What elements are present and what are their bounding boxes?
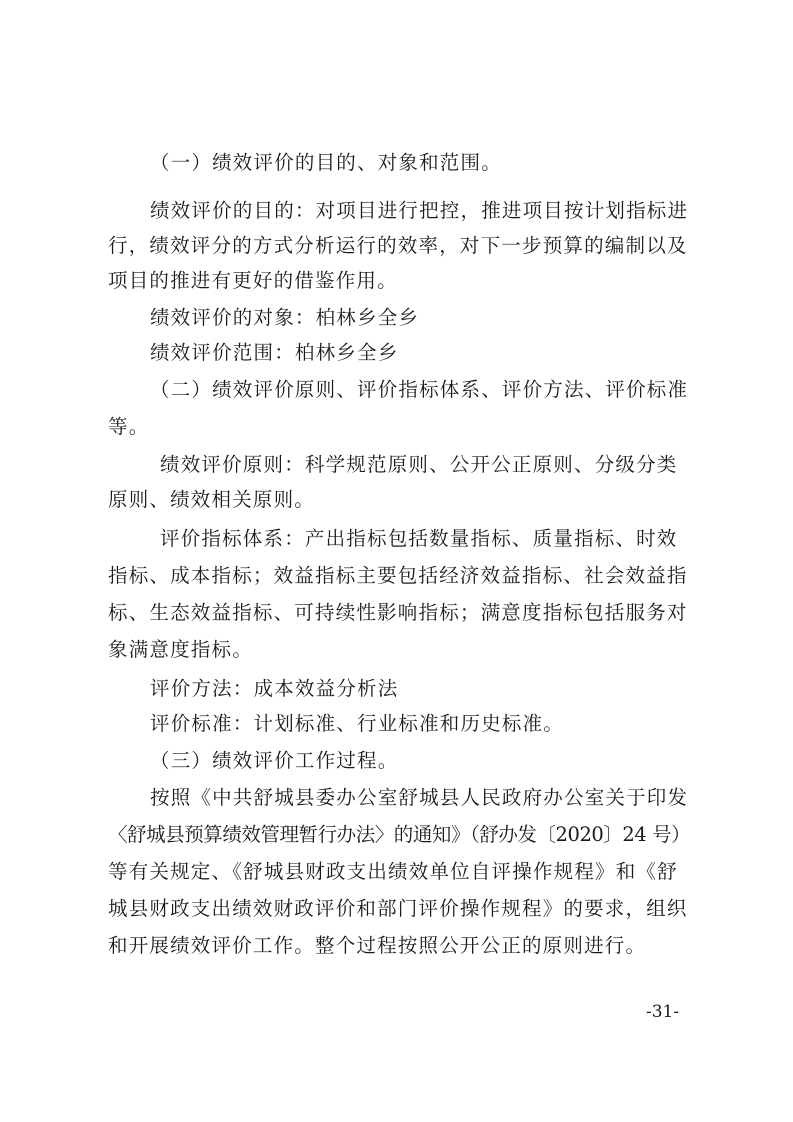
section-heading-2: （二）绩效评价原则、评价指标体系、评价方法、评价标准: [150, 378, 689, 401]
paragraph-line: 评价指标体系：产出指标包括数量指标、质量指标、时效: [160, 527, 678, 550]
paragraph-line: 绩效评价的对象：柏林乡全乡: [150, 306, 420, 329]
paragraph-line: 项目的推进有更好的借鉴作用。: [108, 269, 398, 292]
paragraph-line: 标、生态效益指标、可持续性影响指标；满意度指标包括服务对: [108, 601, 688, 624]
paragraph-line: 等。: [108, 415, 150, 438]
paragraph-line: 绩效评价范围：柏林乡全乡: [150, 341, 399, 364]
paragraph-line: 评价标准：计划标准、行业标准和历史标准。: [150, 712, 565, 735]
paragraph-line: 等有关规定、《舒城县财政支出绩效单位自评操作规程》和《舒: [108, 860, 678, 883]
paragraph-line: 行，绩效评分的方式分析运行的效率，对下一步预算的编制以及: [108, 234, 688, 257]
section-heading-3: （三）绩效评价工作过程。: [150, 749, 399, 772]
paragraph-line: 按照《中共舒城县委办公室舒城县人民政府办公室关于印发: [150, 786, 689, 809]
paragraph-line: 〈舒城县预算绩效管理暂行办法〉的通知》（舒办发〔2020〕24 号）: [108, 823, 691, 846]
paragraph-line: 象满意度指标。: [108, 638, 253, 661]
paragraph-line: 原则、绩效相关原则。: [108, 488, 316, 511]
paragraph-line: 和开展绩效评价工作。整个过程按照公开公正的原则进行。: [108, 934, 647, 957]
paragraph-line: 绩效评价的目的：对项目进行把控，推进项目按计划指标进: [150, 199, 689, 222]
section-heading-1: （一）绩效评价的目的、对象和范围。: [150, 151, 502, 174]
paragraph-line: 城县财政支出绩效财政评价和部门评价操作规程》的要求，组织: [108, 897, 688, 920]
paragraph-line: 指标、成本指标；效益指标主要包括经济效益指标、社会效益指: [108, 564, 688, 587]
paragraph-line: 绩效评价原则：科学规范原则、公开公正原则、分级分类: [160, 453, 678, 476]
page-number: -31-: [646, 1002, 680, 1022]
paragraph-line: 评价方法：成本效益分析法: [150, 677, 399, 700]
